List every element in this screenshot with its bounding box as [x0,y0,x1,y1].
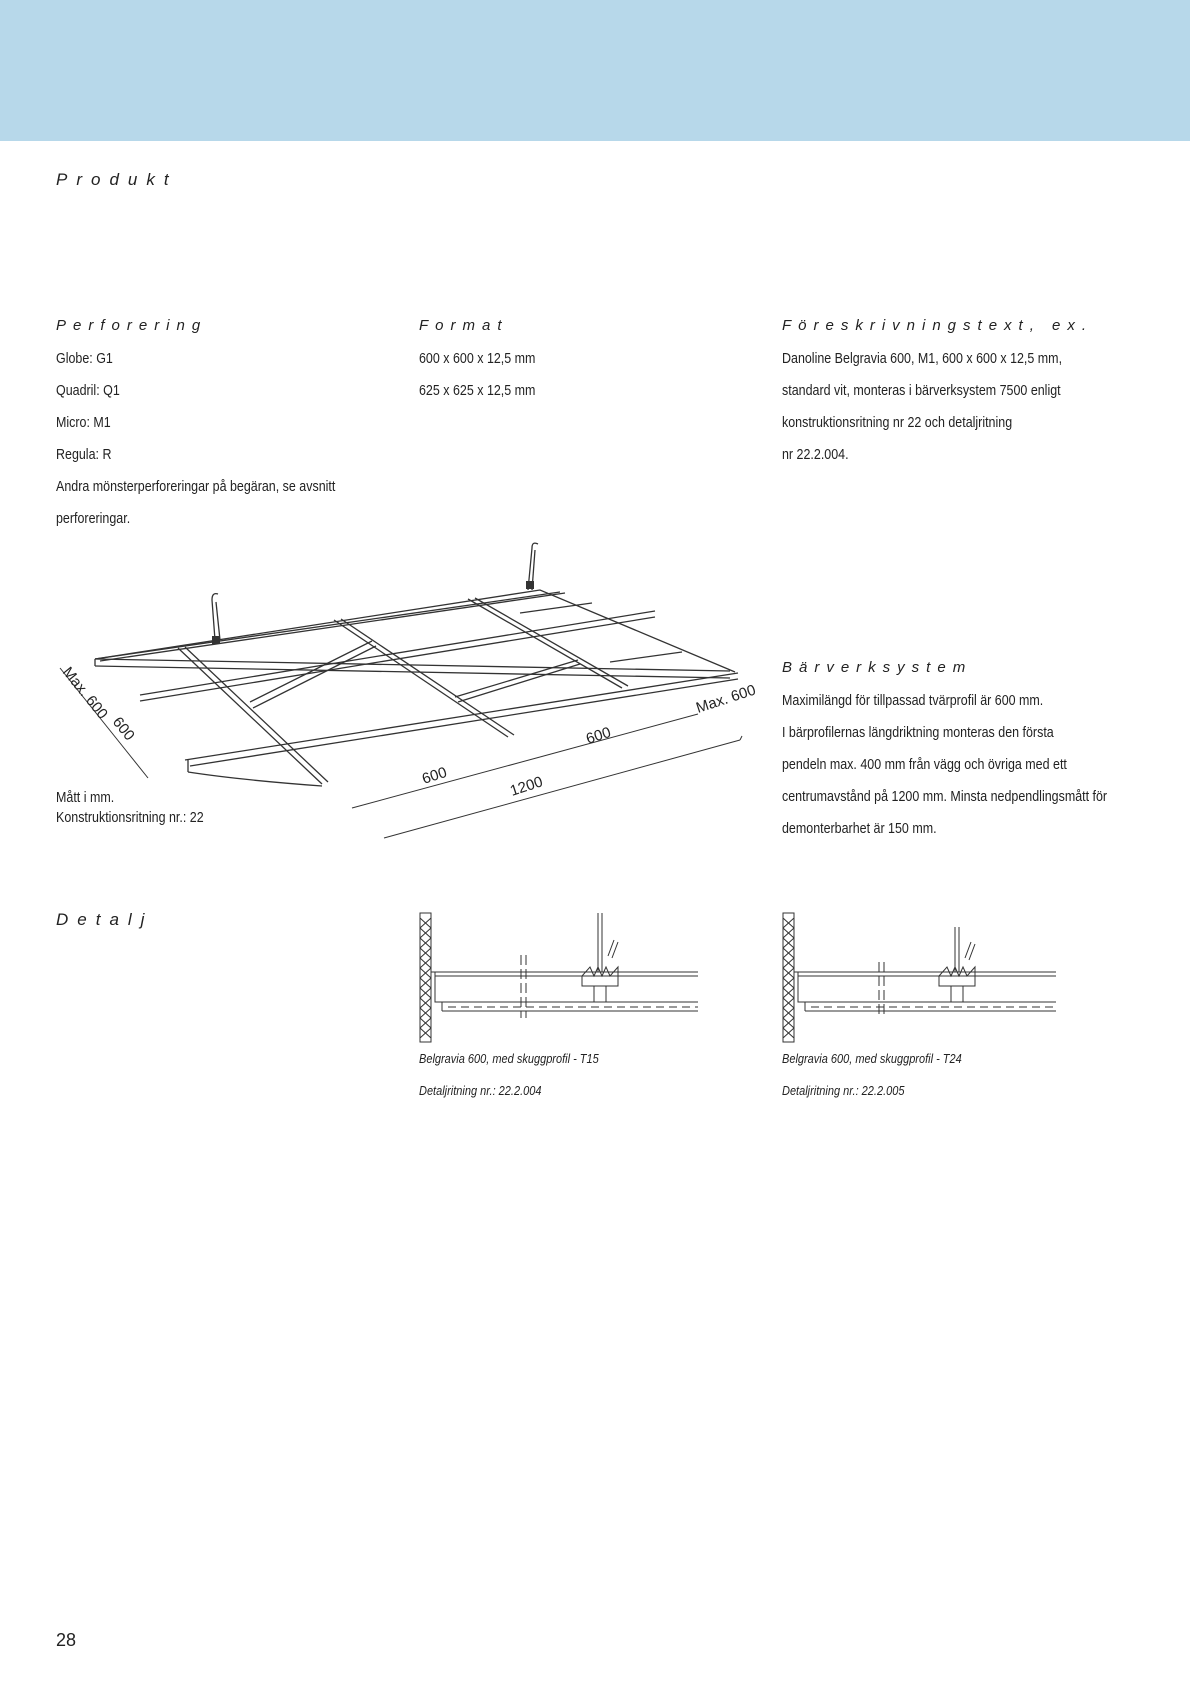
perforering-line: Globe: G1 [56,351,113,367]
perforering-line: Micro: M1 [56,415,111,431]
format-line: 625 x 625 x 12,5 mm [419,383,536,399]
detail-drawing-t15 [418,910,703,1045]
barverksystem-line: I bärprofilernas längdriktning monteras den första [782,725,1054,741]
detail-drawing-number: Detaljritning nr.: 22.2.005 [782,1084,905,1098]
drawing-note: Konstruktionsritning nr.: 22 [56,810,204,826]
page-title: Produkt [56,170,178,189]
foreskrivning-line: Danoline Belgravia 600, M1, 600 x 600 x 12,5 mm, [782,351,1063,367]
perforering-heading: Perforering [56,317,208,334]
diagram-notes [56,788,204,828]
barverksystem-line: Maximilängd för tillpassad tvärprofil är 600 mm. [782,693,1044,709]
perforering-line: Andra mönsterperforeringar på begäran, se avsnitt [56,479,336,495]
dim-label: Max. 600 [58,663,111,723]
dim-label: 600 [419,763,450,788]
barverksystem-text [782,685,1107,845]
perforering-line: Quadril: Q1 [56,383,120,399]
foreskrivning-heading: Föreskrivningstext, ex. [782,317,1094,334]
foreskrivning-line: standard vit, monteras i bärverksystem 7500 enligt [782,383,1061,399]
dim-label: 1200 [507,773,545,800]
detail-caption: Belgravia 600, med skuggprofil - T24 [782,1052,962,1066]
units-note: Mått i mm. [56,790,115,806]
barverksystem-heading: Bärverksystem [782,659,973,676]
format-heading: Format [419,317,509,334]
detail-drawing-t24 [781,910,1066,1045]
detalj-heading: Detalj [56,910,154,929]
dim-label: 600 [583,723,614,748]
perforering-line: perforeringar. [56,511,131,527]
barverksystem-line: demonterbarhet är 150 mm. [782,821,937,837]
barverksystem-line: pendeln max. 400 mm från vägg och övriga med ett [782,757,1067,773]
dim-label: Max. 600 [693,681,758,717]
foreskrivning-line: konstruktionsritning nr 22 och detaljritning [782,415,1013,431]
page-number: 28 [56,1630,77,1650]
foreskrivning-line: nr 22.2.004. [782,447,849,463]
barverksystem-line: centrumavstånd på 1200 mm. Minsta nedpendlingsmått för [782,789,1108,805]
perforering-line: Regula: R [56,447,112,463]
format-line: 600 x 600 x 12,5 mm [419,351,536,367]
detail-caption: Belgravia 600, med skuggprofil - T15 [419,1052,599,1066]
detail-drawing-number: Detaljritning nr.: 22.2.004 [419,1084,542,1098]
dim-label: 600 [108,713,138,744]
